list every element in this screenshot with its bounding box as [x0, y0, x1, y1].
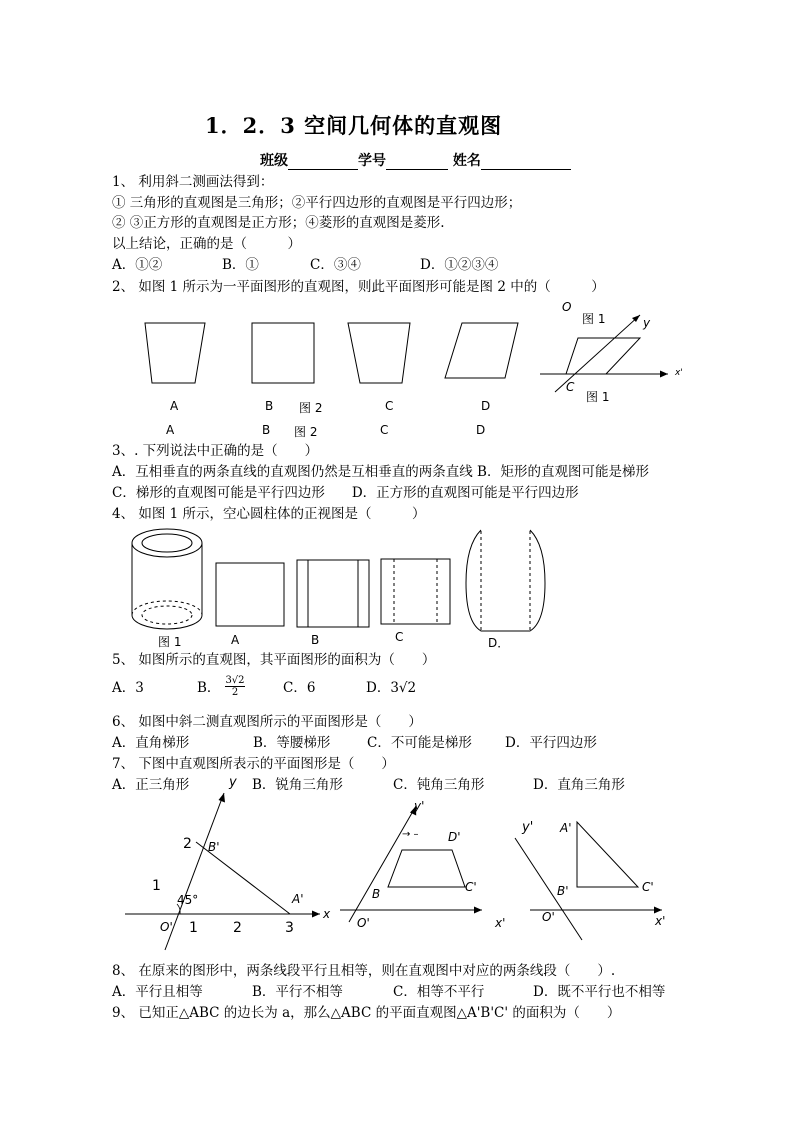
- q2-ghost-c: C: [380, 423, 389, 437]
- left-fig-n1: 1: [152, 878, 161, 894]
- right-fig-o: O': [542, 910, 555, 924]
- class-label: 班级: [260, 153, 288, 169]
- q2-fig1-o-bottom: C: [566, 380, 575, 394]
- id-label: 学号: [358, 153, 386, 169]
- q4-stem: 4、 如图 1 所示，空心圆柱体的正视图是（ ）: [112, 506, 426, 522]
- q5-stem: 5、 如图所示的直观图，其平面图形的面积为（ ）: [112, 652, 436, 668]
- mid-fig-o: O': [357, 916, 370, 930]
- q8-stem: 8、 在原来的图形中，两条线段平行且相等，则在直观图中对应的两条线段（ ）.: [112, 963, 616, 979]
- q7-option-a: A．正三角形: [112, 777, 190, 793]
- q6-option-b: B．等腰梯形: [253, 735, 331, 751]
- q2-fig1-o-top: O: [562, 300, 572, 314]
- q6-option-c: C．不可能是梯形: [367, 735, 472, 751]
- q1-option-a: A．①②: [112, 257, 163, 273]
- q6-option-d: D．平行四边形: [505, 735, 597, 751]
- mid-fig-d: D': [448, 830, 461, 844]
- q8-option-a: A．平行且相等: [112, 984, 203, 1000]
- q1-option-c: C．③④: [310, 257, 361, 273]
- right-fig-y: y': [522, 820, 534, 835]
- q5-option-d: D．3√2: [366, 680, 417, 696]
- q2-label-b: B: [265, 399, 274, 413]
- right-fig-x: x': [655, 914, 666, 928]
- q1-stem: 1、 利用斜二测画法得到：: [112, 174, 274, 190]
- q2-label-d: D: [481, 399, 491, 413]
- q5-frac-num: 3√2: [225, 675, 245, 686]
- q3-line1: A．互相垂直的两条直线的直观图仍然是互相垂直的两条直线 B．矩形的直观图可能是梯形: [112, 464, 649, 480]
- q2-stem: 2、 如图 1 所示为一平面图形的直观图，则此平面图形可能是图 2 中的（ ）: [112, 279, 605, 295]
- mid-fig-c: C': [465, 880, 477, 894]
- left-fig-a: A': [292, 892, 304, 906]
- q5-option-a: A．3: [112, 680, 144, 696]
- left-fig-y: y: [229, 775, 237, 790]
- q5-option-c: C．6: [283, 680, 316, 696]
- right-fig-c: C': [642, 880, 654, 894]
- q2-label-c: C: [385, 399, 394, 413]
- name-label: 姓名: [452, 153, 481, 169]
- mid-fig-y: y': [414, 799, 425, 813]
- q6-option-a: A．直角梯形: [112, 735, 190, 751]
- q3-line2: C．梯形的直观图可能是平行四边形 D．正方形的直观图可能是平行四边形: [112, 485, 579, 501]
- q4-label-a: A: [231, 633, 240, 647]
- mid-fig-trapezoid: [388, 850, 465, 887]
- mid-fig-b: B: [372, 887, 381, 901]
- q8-option-c: C．相等不平行: [393, 984, 485, 1000]
- q1-option-b: B．①: [222, 257, 259, 273]
- q1-line3: 以上结论，正确的是（ ）: [112, 236, 301, 252]
- q2-fig1-caption-bottom: 图 1: [586, 390, 610, 404]
- right-fig-b: B': [557, 884, 569, 898]
- q2-ghost-fig2: 图 2: [294, 425, 318, 439]
- q2-fig1-y: y: [643, 316, 651, 330]
- left-fig-b: B': [208, 840, 220, 854]
- q5-option-b: B．: [197, 680, 221, 696]
- q2-label-a: A: [170, 399, 179, 413]
- q6-stem: 6、 如图中斜二测直观图所示的平面图形是（ ）: [112, 714, 422, 730]
- mid-fig-x: x': [495, 916, 506, 930]
- left-fig-n3: 3: [285, 920, 294, 936]
- left-fig-m2: 2: [233, 920, 242, 936]
- left-fig-m1: 1: [189, 920, 198, 936]
- left-fig-n2: 2: [183, 836, 192, 852]
- q2-ghost-d: D: [476, 423, 486, 437]
- page-title: 1．2．3 空间几何体的直观图: [205, 113, 503, 138]
- q4-label-fig1: 图 1: [158, 635, 182, 649]
- q5-frac-den: 2: [231, 687, 239, 698]
- q9-stem: 9、 已知正△ABC 的边长为 a，那么△ABC 的平面直观图△A'B'C' 的面积为（ ）: [112, 1005, 621, 1021]
- q2-ghost-b: B: [262, 423, 271, 437]
- right-fig-triangle: [577, 822, 638, 887]
- left-fig-o: O': [160, 920, 173, 934]
- q2-label-fig2: 图 2: [299, 401, 323, 415]
- q4-label-b: B: [311, 633, 320, 647]
- q7-option-b: B．锐角三角形: [252, 777, 343, 793]
- q2-fig1-caption-top: 图 1: [582, 312, 606, 326]
- q8-option-d: D．既不平行也不相等: [533, 984, 666, 1000]
- q4-label-d: D．: [488, 636, 510, 650]
- q2-ghost-a: A: [166, 423, 175, 437]
- q3-stem: 3、. 下列说法中正确的是（ ）: [112, 443, 319, 459]
- q8-option-b: B．平行不相等: [252, 984, 343, 1000]
- left-fig-angle: 45°: [177, 893, 199, 907]
- left-fig-x: x: [323, 907, 331, 921]
- right-fig-a: A': [560, 821, 572, 835]
- q4-label-c: C: [395, 630, 404, 644]
- q7-stem: 7、 下图中直观图所表示的平面图形是（ ）: [112, 756, 395, 772]
- q7-option-d: D．直角三角形: [533, 777, 625, 793]
- q1-option-d: D．①②③④: [420, 257, 499, 273]
- q1-line2: ② ③正方形的直观图是正方形；④菱形的直观图是菱形.: [112, 215, 445, 231]
- q1-line1: ① 三角形的直观图是三角形；②平行四边形的直观图是平行四边形；: [112, 195, 522, 211]
- q2-fig1-x: x': [675, 368, 683, 378]
- q7-option-c: C．钝角三角形: [393, 777, 485, 793]
- mid-fig-dash: → –: [402, 829, 419, 840]
